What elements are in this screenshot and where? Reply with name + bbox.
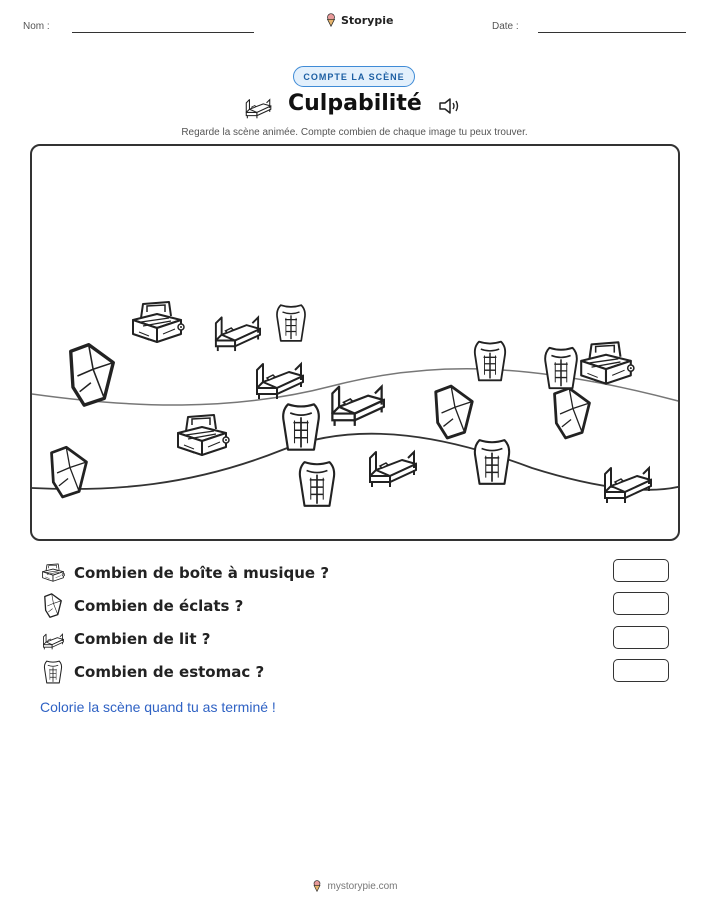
bed-icon — [216, 317, 260, 351]
bed-icon — [242, 92, 274, 119]
answer-box[interactable] — [613, 559, 669, 582]
scene-count-badge: COMPTE LA SCÈNE — [293, 66, 415, 87]
brand-name: Storypie — [341, 13, 394, 27]
date-label: Date : — [492, 21, 519, 32]
music-box-icon — [178, 415, 229, 455]
name-line[interactable] — [72, 32, 254, 33]
music-box-icon — [40, 560, 66, 586]
bed-icon — [332, 387, 384, 426]
instructions: Regarde la scène animée. Compte combien de chaque image tu peux trouver. — [181, 127, 528, 138]
shard-icon — [555, 388, 590, 438]
stomach-icon — [475, 342, 505, 381]
stomach-icon — [40, 659, 66, 685]
date-line[interactable] — [538, 32, 686, 33]
stomach-icon — [277, 305, 305, 341]
scene-frame — [30, 144, 680, 541]
stomach-icon — [545, 348, 577, 388]
question-text: Combien de boîte à musique ? — [74, 564, 330, 582]
question-text: Combien de éclats ? — [74, 597, 244, 615]
stomach-icon — [300, 462, 334, 506]
question-row — [40, 626, 210, 652]
coloring-note: Colorie la scène quand tu as terminé ! — [40, 699, 276, 715]
bed-icon — [40, 626, 66, 652]
page-title: Culpabilité — [288, 91, 422, 116]
footer — [0, 880, 709, 892]
speaker-icon[interactable] — [438, 97, 462, 115]
question-row — [40, 593, 243, 619]
answer-box[interactable] — [613, 659, 669, 682]
shard-icon — [436, 386, 472, 438]
front-hill-line — [32, 434, 680, 490]
bed-icon — [605, 468, 651, 503]
shard-icon — [71, 345, 114, 405]
music-box-icon — [581, 342, 634, 383]
answer-box[interactable] — [613, 626, 669, 649]
bed-icon — [370, 452, 416, 487]
name-label: Nom : — [23, 21, 50, 32]
stomach-icon — [283, 404, 319, 449]
shard-icon — [40, 593, 66, 619]
storypie-icon — [311, 880, 323, 892]
brand-logo — [324, 13, 393, 27]
question-text: Combien de estomac ? — [74, 663, 265, 681]
question-text: Combien de lit ? — [74, 630, 211, 648]
question-row — [40, 560, 329, 586]
answer-box[interactable] — [613, 592, 669, 615]
music-box-icon — [133, 302, 184, 342]
scene-illustration — [32, 146, 680, 541]
stomach-icon — [475, 440, 509, 484]
storypie-icon — [324, 13, 338, 27]
footer-url[interactable]: mystorypie.com — [327, 880, 398, 892]
question-row — [40, 659, 264, 685]
